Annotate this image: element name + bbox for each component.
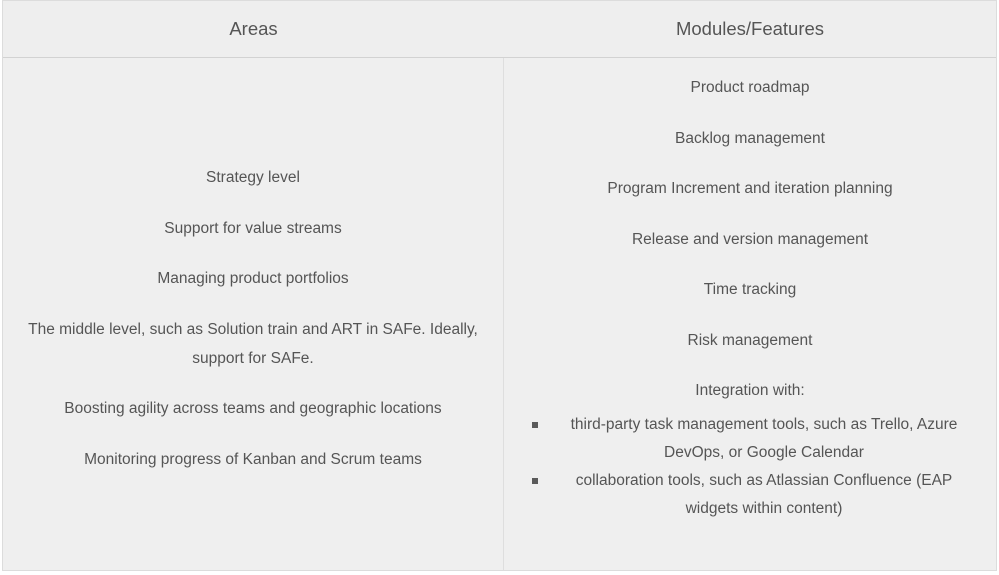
integrations-list <box>530 411 970 523</box>
header-modules-features: Modules/Features <box>675 18 825 39</box>
integration-text: collaboration tools, such as Atlassian Confluence (EAP widgets within content) <box>575 472 953 517</box>
area-item: Boosting agility across teams and geographic locations <box>64 400 442 417</box>
module-item: Risk management <box>687 331 813 349</box>
module-item: Time tracking <box>703 281 797 298</box>
module-item: Program Increment and iteration planning <box>607 180 893 197</box>
module-item: Release and version management <box>631 230 869 248</box>
area-item: Managing product portfolios <box>157 270 349 287</box>
modules-column <box>504 58 996 570</box>
bullet-square-icon <box>532 478 538 484</box>
table-body-row <box>3 58 996 570</box>
integration-text: third-party task management tools, such as Trello, Azure DevOps, or Google Calendar <box>570 416 958 461</box>
area-item: Strategy level <box>206 169 300 186</box>
module-item: Integration with: <box>695 382 805 399</box>
list-item <box>530 467 970 523</box>
table-header-row <box>3 1 996 58</box>
module-item: Product roadmap <box>690 79 810 96</box>
areas-column <box>3 58 504 570</box>
bullet-square-icon <box>532 422 538 428</box>
area-item: Support for value streams <box>164 219 342 237</box>
features-table <box>2 0 997 571</box>
list-item <box>530 411 970 467</box>
area-item: The middle level, such as Solution train and ART in SAFe. Ideally, support for SAFe. <box>28 320 478 367</box>
header-areas: Areas <box>229 18 278 39</box>
module-item: Backlog management <box>675 129 825 147</box>
area-item: Monitoring progress of Kanban and Scrum teams <box>84 450 422 468</box>
